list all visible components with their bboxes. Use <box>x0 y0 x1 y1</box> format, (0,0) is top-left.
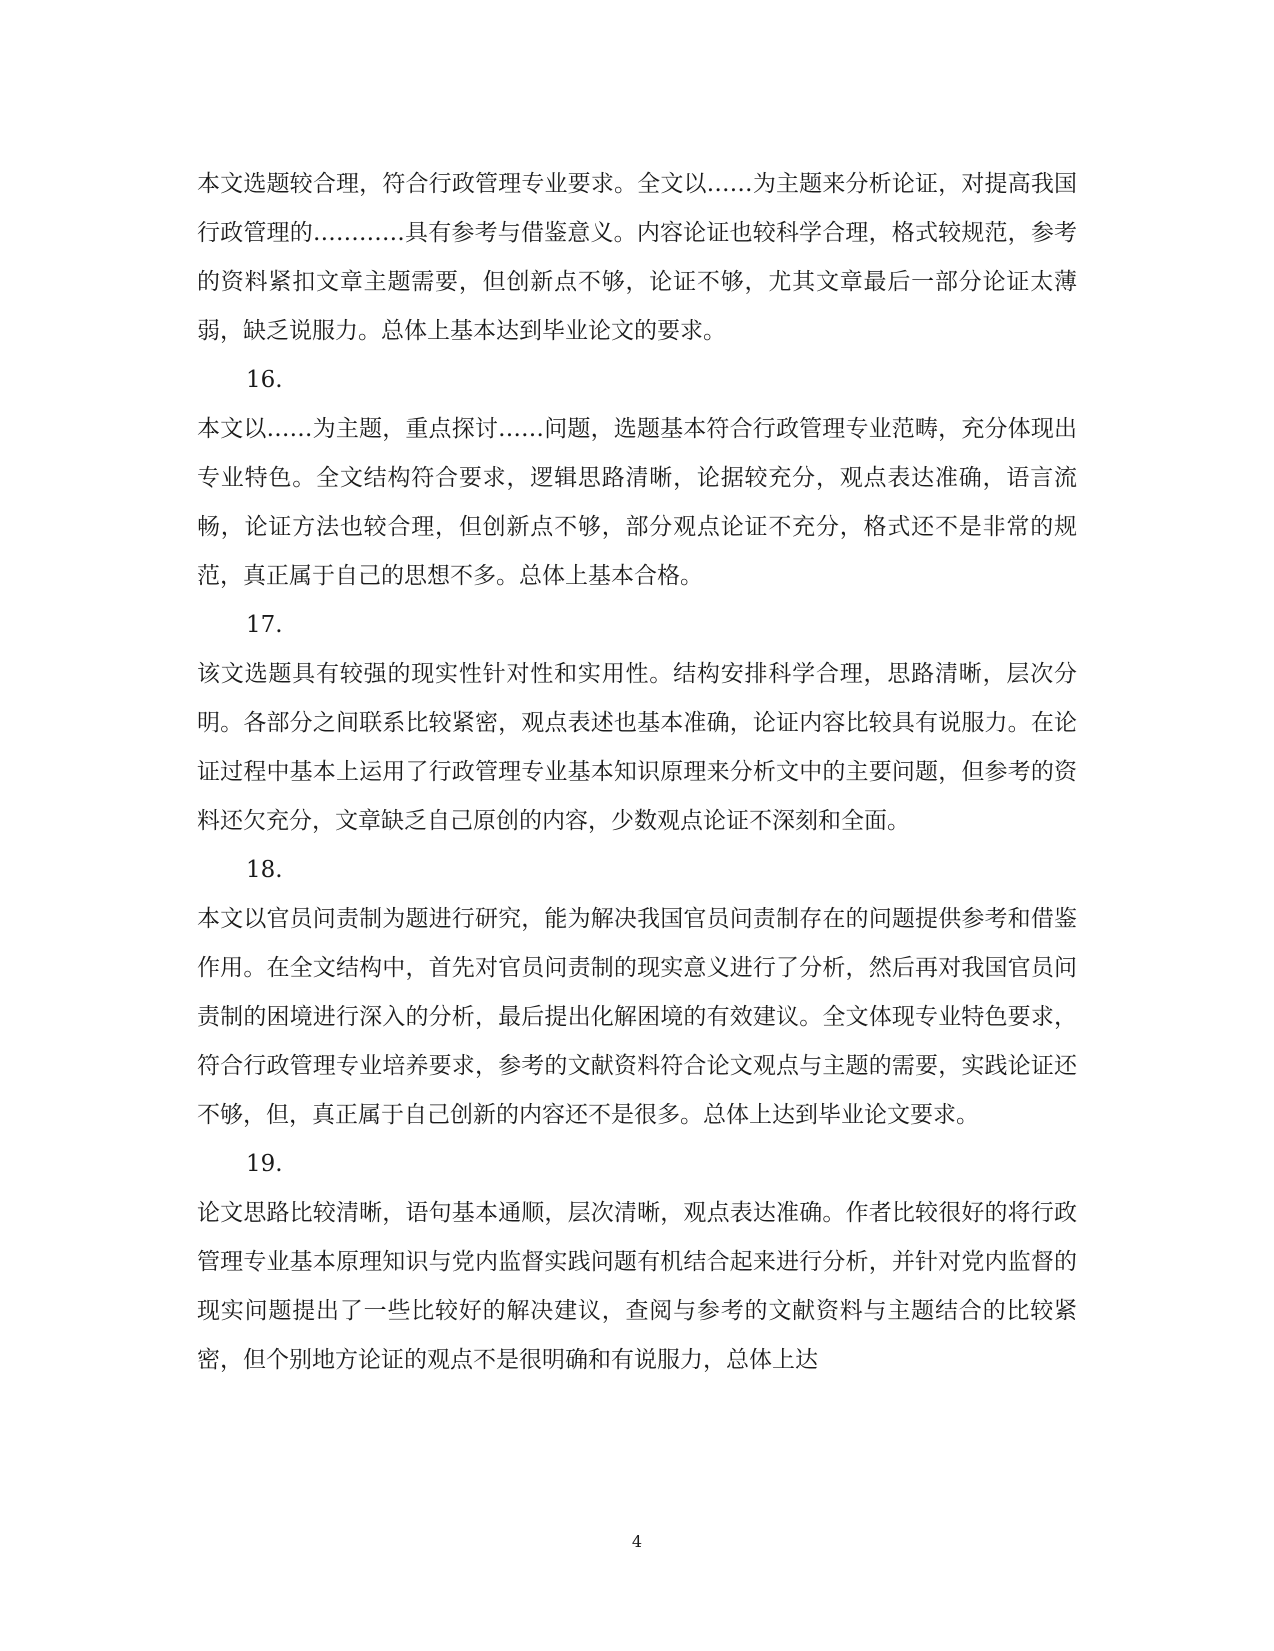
item-number-18: 18. <box>246 857 283 883</box>
item-number-16: 16. <box>246 367 283 393</box>
comment-paragraph-17: 该文选题具有较强的现实性针对性和实用性。结构安排科学合理，思路清晰，层次分明。各部分之间联系比较紧密，观点表述也基本准确，论证内容比较具有说服力。在论证过程中基本上运用了行政管理专业基本知识原理来分析文中的主要问题，但参考的资料还欠充分，文章缺乏自己原创的内容，少数观点论证不深刻和全面。 <box>197 661 1077 834</box>
comment-paragraph-16: 本文以……为主题，重点探讨……问题，选题基本符合行政管理专业范畴，充分体现出专业特色。全文结构符合要求，逻辑思路清晰，论据较充分，观点表达准确，语言流畅，论证方法也较合理，但创新点不够，部分观点论证不充分，格式还不是非常的规范，真正属于自己的思想不多。总体上基本合格。 <box>197 416 1077 589</box>
document-body <box>197 160 1077 1385</box>
comment-paragraph-15: 本文选题较合理，符合行政管理专业要求。全文以……为主题来分析论证，对提高我国行政管理的…………具有参考与借鉴意义。内容论证也较科学合理，格式较规范，参考的资料紧扣文章主题需要，但创新点不够，论证不够，尤其文章最后一部分论证太薄弱，缺乏说服力。总体上基本达到毕业论文的要求。 <box>197 171 1077 344</box>
comment-paragraph-18: 本文以官员问责制为题进行研究，能为解决我国官员问责制存在的问题提供参考和借鉴作用。在全文结构中，首先对官员问责制的现实意义进行了分析，然后再对我国官员问责制的困境进行深入的分析，最后提出化解困境的有效建议。全文体现专业特色要求，符合行政管理专业培养要求，参考的文献资料符合论文观点与主题的需要，实践论证还不够，但，真正属于自己创新的内容还不是很多。总体上达到毕业论文要求。 <box>197 906 1077 1128</box>
comment-paragraph-19: 论文思路比较清晰，语句基本通顺，层次清晰，观点表达准确。作者比较很好的将行政管理专业基本原理知识与党内监督实践问题有机结合起来进行分析，并针对党内监督的现实问题提出了一些比较好的解决建议，查阅与参考的文献资料与主题结合的比较紧密，但个别地方论证的观点不是很明确和有说服力，总体上达 <box>197 1200 1077 1373</box>
item-number-17: 17. <box>246 612 283 638</box>
item-number-19: 19. <box>246 1151 283 1177</box>
page-number: 4 <box>631 1532 643 1551</box>
